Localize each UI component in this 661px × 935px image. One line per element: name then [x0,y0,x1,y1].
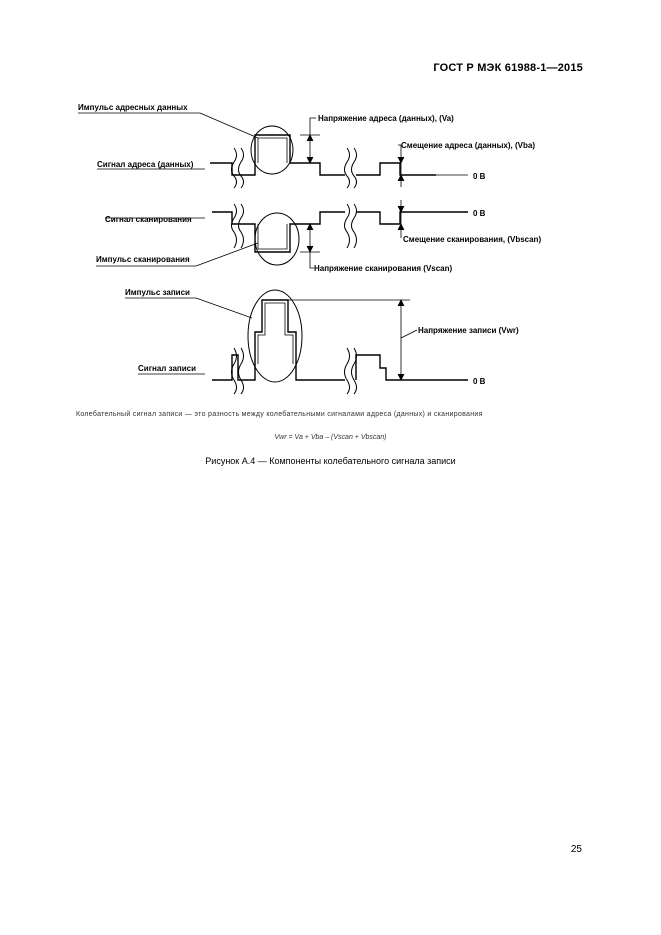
label-zero-1: 0 В [473,172,486,181]
scan-signal-waveform [212,204,468,252]
label-address-signal: Сигнал адреса (данных) [97,160,194,169]
scan-offset-dimension [398,200,404,238]
address-voltage-dimension [300,118,320,163]
label-scan-voltage: Напряжение сканирования (Vscan) [314,264,453,273]
formula: Vwr = Va + Vba – (Vscan + Vbscan) [274,434,387,441]
label-address-pulse: Импульс адресных данных [78,103,188,112]
write-signal-waveform [212,300,468,394]
page-number: 25 [570,844,582,855]
scan-pulse-ellipse [255,213,299,265]
label-address-offset: Смещение адреса (данных), (Vba) [401,141,535,150]
label-write-signal: Сигнал записи [138,364,197,373]
label-write-pulse: Импульс записи [125,288,190,297]
label-scan-pulse: Импульс сканирования [96,255,190,264]
figure-caption: Рисунок А.4 — Компоненты колебательного сигнала записи [205,456,456,466]
label-write-voltage: Напряжение записи (Vwr) [418,326,519,335]
label-scan-offset: Смещение сканирования, (Vbscan) [403,235,542,244]
scan-voltage-dimension [300,224,320,268]
label-address-voltage: Напряжение адреса (данных), (Va) [318,114,454,123]
waveform-diagram [0,0,661,400]
label-zero-2: 0 В [473,209,486,218]
figure-note: Колебательный сигнал записи — это разность между колебательными сигналами адреса (данных) и сканирования [76,411,483,418]
document-header: ГОСТ Р МЭК 61988-1—2015 [433,62,583,74]
label-scan-signal: Сигнал сканирования [105,215,192,224]
write-pulse-ellipse [248,290,302,382]
address-offset-dimension [398,145,468,187]
label-zero-3: 0 В [473,377,486,386]
